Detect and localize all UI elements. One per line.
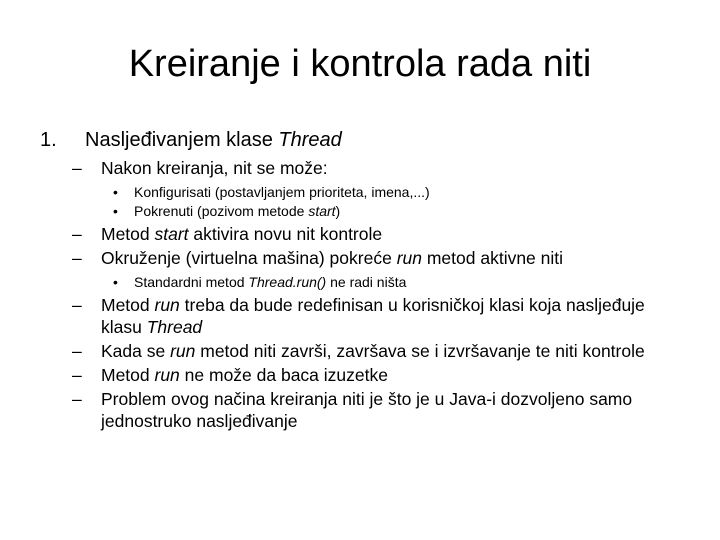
list-item-1 <box>40 127 690 153</box>
dash-marker: – <box>72 389 82 409</box>
text-part: Kada se <box>101 341 171 361</box>
sub-item-metod-start <box>40 223 690 245</box>
text-part-italic: start <box>154 224 189 244</box>
dash-marker: – <box>72 224 82 244</box>
text-part-italic: run <box>154 295 180 315</box>
dash-marker: – <box>72 341 82 361</box>
sub-item-kada-se-run <box>40 340 690 362</box>
bullet-text: Konfigurisati (postavljanjem prioriteta, imena,...) <box>134 184 430 200</box>
bullet-text <box>134 273 406 292</box>
text-part-italic: run <box>396 248 422 268</box>
text-part: Metod <box>101 365 155 385</box>
text-part: Standardni metod <box>134 274 249 290</box>
bullet-marker: • <box>113 274 118 290</box>
sub-item-text <box>101 294 690 338</box>
slide-title: Kreiranje i kontrola rada niti <box>128 43 592 85</box>
text-part: Okruženje (virtuelna mašina) pokreće <box>101 248 397 268</box>
sub-item-okruzenje <box>40 247 690 269</box>
dash-marker: – <box>72 295 82 315</box>
text-part: metod aktivne niti <box>421 248 564 268</box>
sub-item-metod-run-izuzetke <box>40 364 690 386</box>
sub-item-text <box>101 364 690 386</box>
text-part-italic: Thread.run() <box>248 274 327 290</box>
sub-item-text <box>101 223 690 245</box>
text-part: Metod <box>101 295 155 315</box>
bullet-item-konfigurisati <box>40 183 690 202</box>
text-part: ) <box>335 203 341 219</box>
text-part: Nasljeđivanjem klase <box>85 129 279 151</box>
list-item-text <box>85 127 342 153</box>
sub-item-problem <box>40 388 690 432</box>
text-part: aktivira novu nit kontrole <box>188 224 383 244</box>
dash-marker: – <box>72 158 82 178</box>
slide-content <box>40 127 690 434</box>
text-part: ne može da baca izuzetke <box>179 365 388 385</box>
text-part-italic: run <box>154 365 180 385</box>
sub-item-metod-run-redefinisan <box>40 294 690 338</box>
bullet-marker: • <box>113 203 118 219</box>
text-part-italic: run <box>170 341 196 361</box>
bullet-text <box>134 202 340 221</box>
sub-item-text <box>101 247 690 269</box>
dash-marker: – <box>72 248 82 268</box>
sub-item-text: Nakon kreiranja, nit se može: <box>101 158 328 178</box>
bullet-marker: • <box>113 184 118 200</box>
dash-marker: – <box>72 365 82 385</box>
text-part: ne radi ništa <box>326 274 407 290</box>
sub-item-text <box>101 340 690 362</box>
bullet-item-pokrenuti <box>40 202 690 221</box>
text-part-italic: Thread <box>278 129 342 151</box>
sub-item-nakon-kreiranja <box>40 157 690 179</box>
sub-item-text: Problem ovog načina kreiranja niti je što je u Java-i dozvoljeno samo jednostruko nasljeđivanje <box>101 389 633 431</box>
text-part: treba da bude redefinisan u korisničkoj klasi koja nasljeđuje klasu <box>101 295 645 337</box>
text-part: Pokrenuti (pozivom metode <box>134 203 309 219</box>
bullet-item-standardni-metod <box>40 273 690 292</box>
text-part-italic: start <box>308 203 336 219</box>
text-part: Metod <box>101 224 155 244</box>
text-part-italic: Thread <box>146 317 203 337</box>
text-part: metod niti završi, završava se i izvršavanje te niti kontrole <box>195 341 645 361</box>
list-number: 1. <box>40 129 57 151</box>
